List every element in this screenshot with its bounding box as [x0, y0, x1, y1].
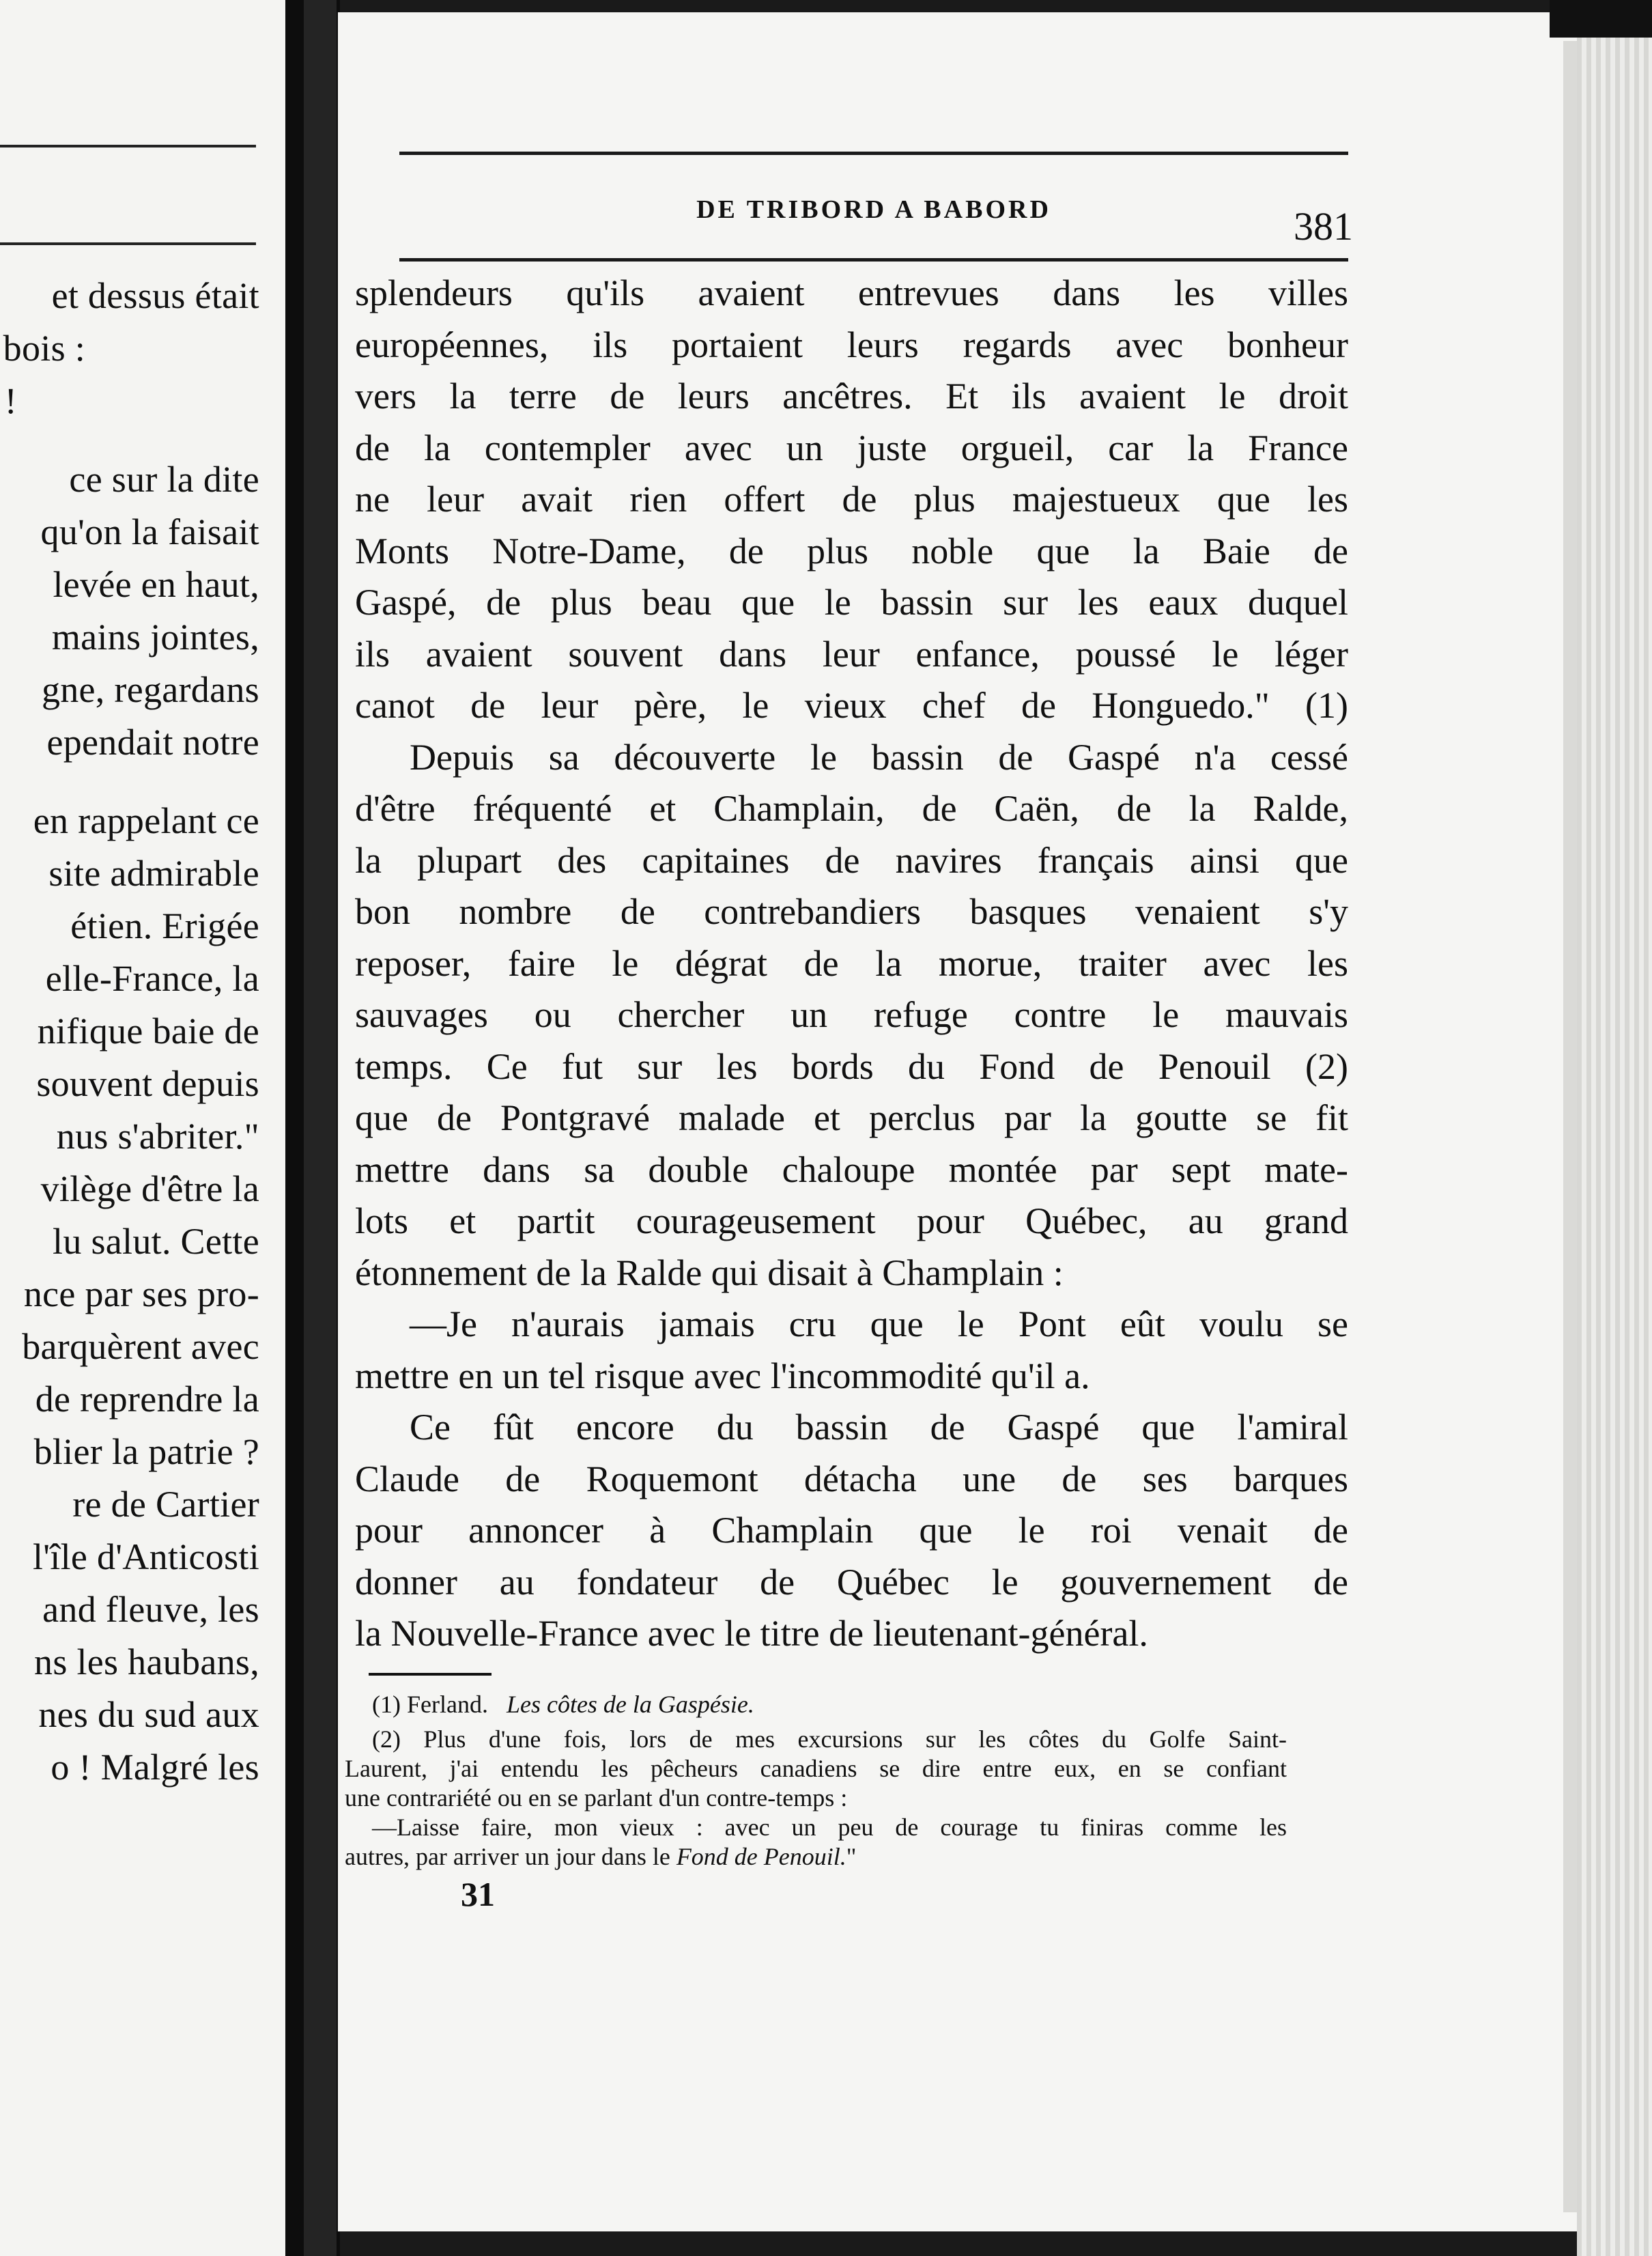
- left-line: nce par ses pro-: [23, 1273, 259, 1314]
- left-line: en rappelant ce: [33, 800, 259, 841]
- footnote-1-author: (1) Ferland.: [372, 1691, 488, 1718]
- body-line: canot de leur père, le vieux chef de Honguedo." (1): [355, 685, 1348, 726]
- body-line: bon nombre de contrebandiers basques venaient s'y: [355, 891, 1348, 932]
- left-line: l'île d'Anticosti: [32, 1536, 259, 1577]
- left-line: souvent depuis: [36, 1063, 259, 1104]
- body-line: de la contempler avec un juste orgueil, car la France: [355, 427, 1348, 468]
- body-line: Ce fût encore du bassin de Gaspé que l'amiral: [410, 1407, 1348, 1448]
- left-line: site admirable: [48, 853, 259, 894]
- left-line: qu'on la faisait: [40, 511, 259, 552]
- body-line: Gaspé, de plus beau que le bassin sur les eaux duquel: [355, 582, 1348, 623]
- footnote-2-line: Laurent, j'ai entendu les pêcheurs canadiens se dire entre eux, en se confiant: [345, 1755, 1287, 1782]
- book-gutter-shadow: [304, 0, 337, 2256]
- body-line: donner au fondateur de Québec le gouvernement de: [355, 1561, 1348, 1603]
- body-line: reposer, faire le dégrat de la morue, traiter avec les: [355, 942, 1348, 984]
- header-rule-bottom: [399, 258, 1348, 262]
- left-header-rule-bottom: [0, 242, 256, 245]
- left-line: nus s'abriter.": [56, 1116, 259, 1157]
- body-line: mettre en un tel risque avec l'incommodité qu'il a.: [355, 1355, 1090, 1396]
- footnote-2-line: (2) Plus d'une fois, lors de mes excursions sur les côtes du Golfe Saint-: [372, 1725, 1287, 1753]
- running-head: DE TRIBORD A BABORD: [696, 195, 1051, 224]
- footnote-2-last-text: autres, par arriver un jour dans le: [345, 1843, 670, 1870]
- body-line: la plupart des capitaines de navires français ainsi que: [355, 839, 1348, 881]
- left-line: barquèrent avec: [22, 1326, 259, 1367]
- body-line: ils avaient souvent dans leur enfance, poussé le léger: [355, 633, 1348, 675]
- header-rule-top: [399, 152, 1348, 155]
- left-line: étien. Erigée: [70, 905, 259, 946]
- body-line: étonnement de la Ralde qui disait à Champlain :: [355, 1252, 1064, 1293]
- body-line: que de Pontgravé malade et perclus par la goutte se fit: [355, 1097, 1348, 1138]
- left-line: lu salut. Cette: [53, 1221, 259, 1262]
- body-line: pour annoncer à Champlain que le roi venait de: [355, 1510, 1348, 1551]
- body-text: [355, 268, 1348, 1660]
- left-line: nifique baie de: [37, 1011, 259, 1052]
- body-line: Monts Notre-Dame, de plus noble que la Baie de: [355, 530, 1348, 572]
- left-line: and fleuve, les: [42, 1589, 259, 1630]
- left-line: et dessus était: [51, 275, 259, 316]
- left-page: [0, 0, 304, 2256]
- footnote-1-title: Les côtes de la Gaspésie.: [506, 1691, 754, 1718]
- body-line: mettre dans sa double chaloupe montée par sept mate-: [355, 1148, 1348, 1190]
- left-line: de reprendre la: [35, 1379, 259, 1420]
- body-line: ne leur avait rien offert de plus majestueux que les: [355, 479, 1348, 520]
- left-line: blier la patrie ?: [33, 1431, 259, 1472]
- footnote-2-place: Fond de Penouil.: [676, 1843, 846, 1870]
- left-line: gne, regardans: [41, 669, 259, 710]
- left-line: nes du sud aux: [38, 1694, 259, 1735]
- left-line: elle-France, la: [45, 958, 259, 999]
- background-corner: [1550, 0, 1652, 38]
- footnote-rule: [369, 1673, 492, 1676]
- footnotes: [345, 1690, 1287, 1872]
- body-line: sauvages ou chercher un refuge contre le mauvais: [355, 994, 1348, 1035]
- left-line: o ! Malgré les: [51, 1747, 259, 1788]
- body-line: —Je n'aurais jamais cru que le Pont eût voulu se: [410, 1303, 1348, 1344]
- footnote-2-last-line: [345, 1842, 1287, 1872]
- left-line: vilège d'être la: [40, 1168, 259, 1209]
- left-line: ce sur la dite: [69, 459, 259, 500]
- page-number: 381: [1294, 204, 1353, 249]
- footnote-2-line: —Laisse faire, mon vieux : avec un peu de courage tu finiras comme les: [372, 1814, 1287, 1841]
- body-line: Depuis sa découverte le bassin de Gaspé n'a cessé: [410, 736, 1348, 778]
- left-line: ependait notre: [46, 722, 259, 763]
- body-line: la Nouvelle-France avec le titre de lieutenant-général.: [355, 1613, 1148, 1654]
- body-line: vers la terre de leurs ancêtres. Et ils avaient le droit: [355, 376, 1348, 417]
- signature-mark: 31: [461, 1875, 495, 1913]
- footnote-2-line: une contrariété ou en se parlant d'un contre-temps :: [345, 1784, 848, 1811]
- page-edges: [1577, 38, 1652, 2256]
- body-line: temps. Ce fut sur les bords du Fond de Penouil (2): [355, 1045, 1348, 1087]
- body-line: européennes, ils portaient leurs regards avec bonheur: [355, 324, 1348, 365]
- footnote-1: [345, 1690, 1287, 1719]
- left-line: re de Cartier: [72, 1484, 259, 1525]
- body-line: splendeurs qu'ils avaient entrevues dans les villes: [355, 272, 1348, 313]
- left-line: levée en haut,: [53, 564, 259, 605]
- body-line: Claude de Roquemont détacha une de ses barques: [355, 1458, 1348, 1499]
- left-header-rule-top: [0, 145, 256, 147]
- left-line: ns les haubans,: [34, 1641, 259, 1682]
- left-page-text: [0, 270, 259, 1794]
- footnote-2-closing-quote: ": [846, 1843, 857, 1870]
- left-line: !: [4, 380, 17, 421]
- body-line: d'être fréquenté et Champlain, de Caën, de la Ralde,: [355, 788, 1348, 829]
- left-line: mains jointes,: [51, 617, 259, 658]
- left-line: bois :: [3, 328, 85, 369]
- body-line: lots et partit courageusement pour Québec, au grand: [355, 1200, 1348, 1241]
